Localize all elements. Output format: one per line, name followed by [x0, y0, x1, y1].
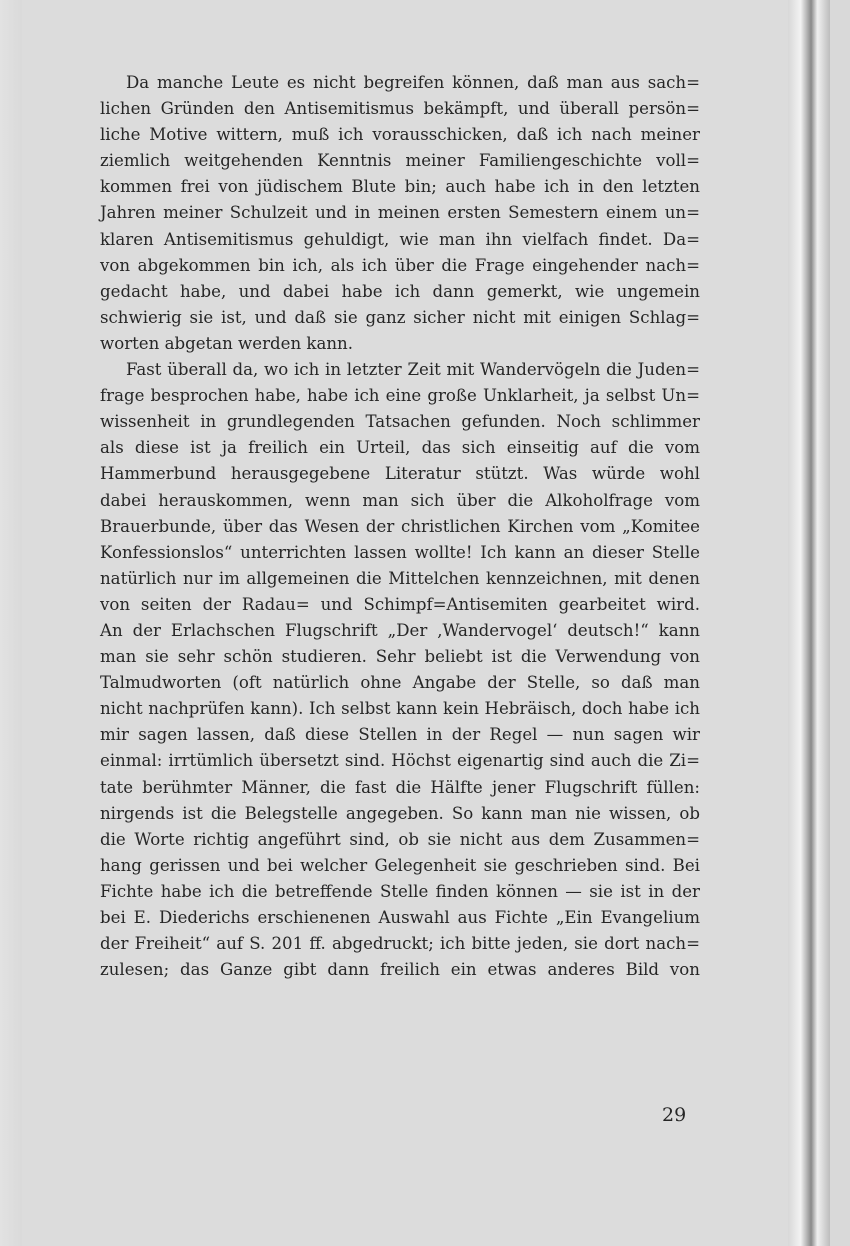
text-line: Da manche Leute es nicht begreifen können, daß man aus sach=: [126, 73, 700, 92]
text-line: gedacht habe, und dabei habe ich dann gemerkt, wie ungemein: [100, 281, 700, 301]
paragraph-1: [100, 70, 700, 357]
text-line: nirgends ist die Belegstelle angegeben. So kann man nie wissen, ob: [100, 803, 700, 823]
text-line: zulesen; das Ganze gibt dann freilich ein etwas anderes Bild von: [100, 960, 700, 980]
page-gutter: [788, 0, 830, 1246]
text-line: Fichte habe ich die betreffende Stelle finden können — sie ist in der: [100, 881, 700, 901]
text-line: kommen frei von jüdischem Blute bin; auch habe ich in den letzten: [100, 177, 700, 197]
text-line: einmal: irrtümlich übersetzt sind. Höchst eigenartig sind auch die Zi=: [100, 751, 700, 771]
text-line: hang gerissen und bei welcher Gelegenheit sie geschrieben sind. Bei: [100, 855, 700, 875]
text-line: von abgekommen bin ich, als ich über die Frage eingehender nach=: [100, 255, 700, 275]
text-line: Jahren meiner Schulzeit und in meinen ersten Semestern einem un=: [100, 203, 700, 223]
text-line: An der Erlachschen Flugschrift „Der ‚Wandervogel‘ deutsch!“ kann: [100, 620, 700, 640]
text-line: lichen Gründen den Antisemitismus bekämpft, und überall persön=: [100, 99, 700, 119]
text-line: man sie sehr schön studieren. Sehr beliebt ist die Verwendung von: [100, 647, 700, 667]
text-line: als diese ist ja freilich ein Urteil, das sich einseitig auf die vom: [100, 438, 700, 458]
text-line: Brauerbunde, über das Wesen der christlichen Kirchen vom „Komitee: [100, 516, 700, 536]
text-line: bei E. Diederichs erschienenen Auswahl aus Fichte „Ein Evangelium: [100, 908, 700, 927]
text-line: der Freiheit“ auf S. 201 ff. abgedruckt; ich bitte jeden, sie dort nach=: [100, 934, 700, 954]
text-line: Talmudworten (oft natürlich ohne Angabe der Stelle, so daß man: [100, 673, 700, 693]
page-number: 29: [662, 1104, 687, 1126]
text-line: Konfessionslos“ unterrichten lassen wollte! Ich kann an dieser Stelle: [100, 542, 700, 562]
text-line: Fast überall da, wo ich in letzter Zeit mit Wandervögeln die Juden=: [126, 360, 700, 380]
text-line: wissenheit in grundlegenden Tatsachen gefunden. Noch schlimmer: [100, 412, 700, 432]
body-text: [100, 70, 700, 983]
text-line: tate berühmter Männer, die fast die Hälfte jener Flugschrift füllen:: [100, 777, 700, 797]
text-line: liche Motive wittern, muß ich vorausschicken, daß ich nach meiner: [100, 125, 700, 145]
paragraph-2: [100, 357, 700, 983]
text-line: nicht nachprüfen kann). Ich selbst kann kein Hebräisch, doch habe ich: [100, 699, 700, 719]
text-line: von seiten der Radau= und Schimpf=Antisemiten gearbeitet wird.: [100, 594, 700, 614]
text-line: ziemlich weitgehenden Kenntnis meiner Familiengeschichte voll=: [100, 151, 700, 171]
text-line: schwierig sie ist, und daß sie ganz sicher nicht mit einigen Schlag=: [100, 307, 700, 327]
text-line: frage besprochen habe, habe ich eine große Unklarheit, ja selbst Un=: [100, 386, 700, 406]
text-line: dabei herauskommen, wenn man sich über die Alkoholfrage vom: [100, 490, 700, 510]
text-line: natürlich nur im allgemeinen die Mittelchen kennzeichnen, mit denen: [100, 568, 700, 588]
text-line: mir sagen lassen, daß diese Stellen in der Regel — nun sagen wir: [100, 725, 700, 745]
text-line: klaren Antisemitismus gehuldigt, wie man ihn vielfach findet. Da=: [100, 229, 700, 249]
text-line: Hammerbund herausgegebene Literatur stützt. Was würde wohl: [100, 464, 700, 484]
text-line: worten abgetan werden kann.: [100, 333, 354, 353]
book-page: [22, 0, 830, 1246]
text-line: die Worte richtig angeführt sind, ob sie nicht aus dem Zusammen=: [100, 829, 700, 849]
